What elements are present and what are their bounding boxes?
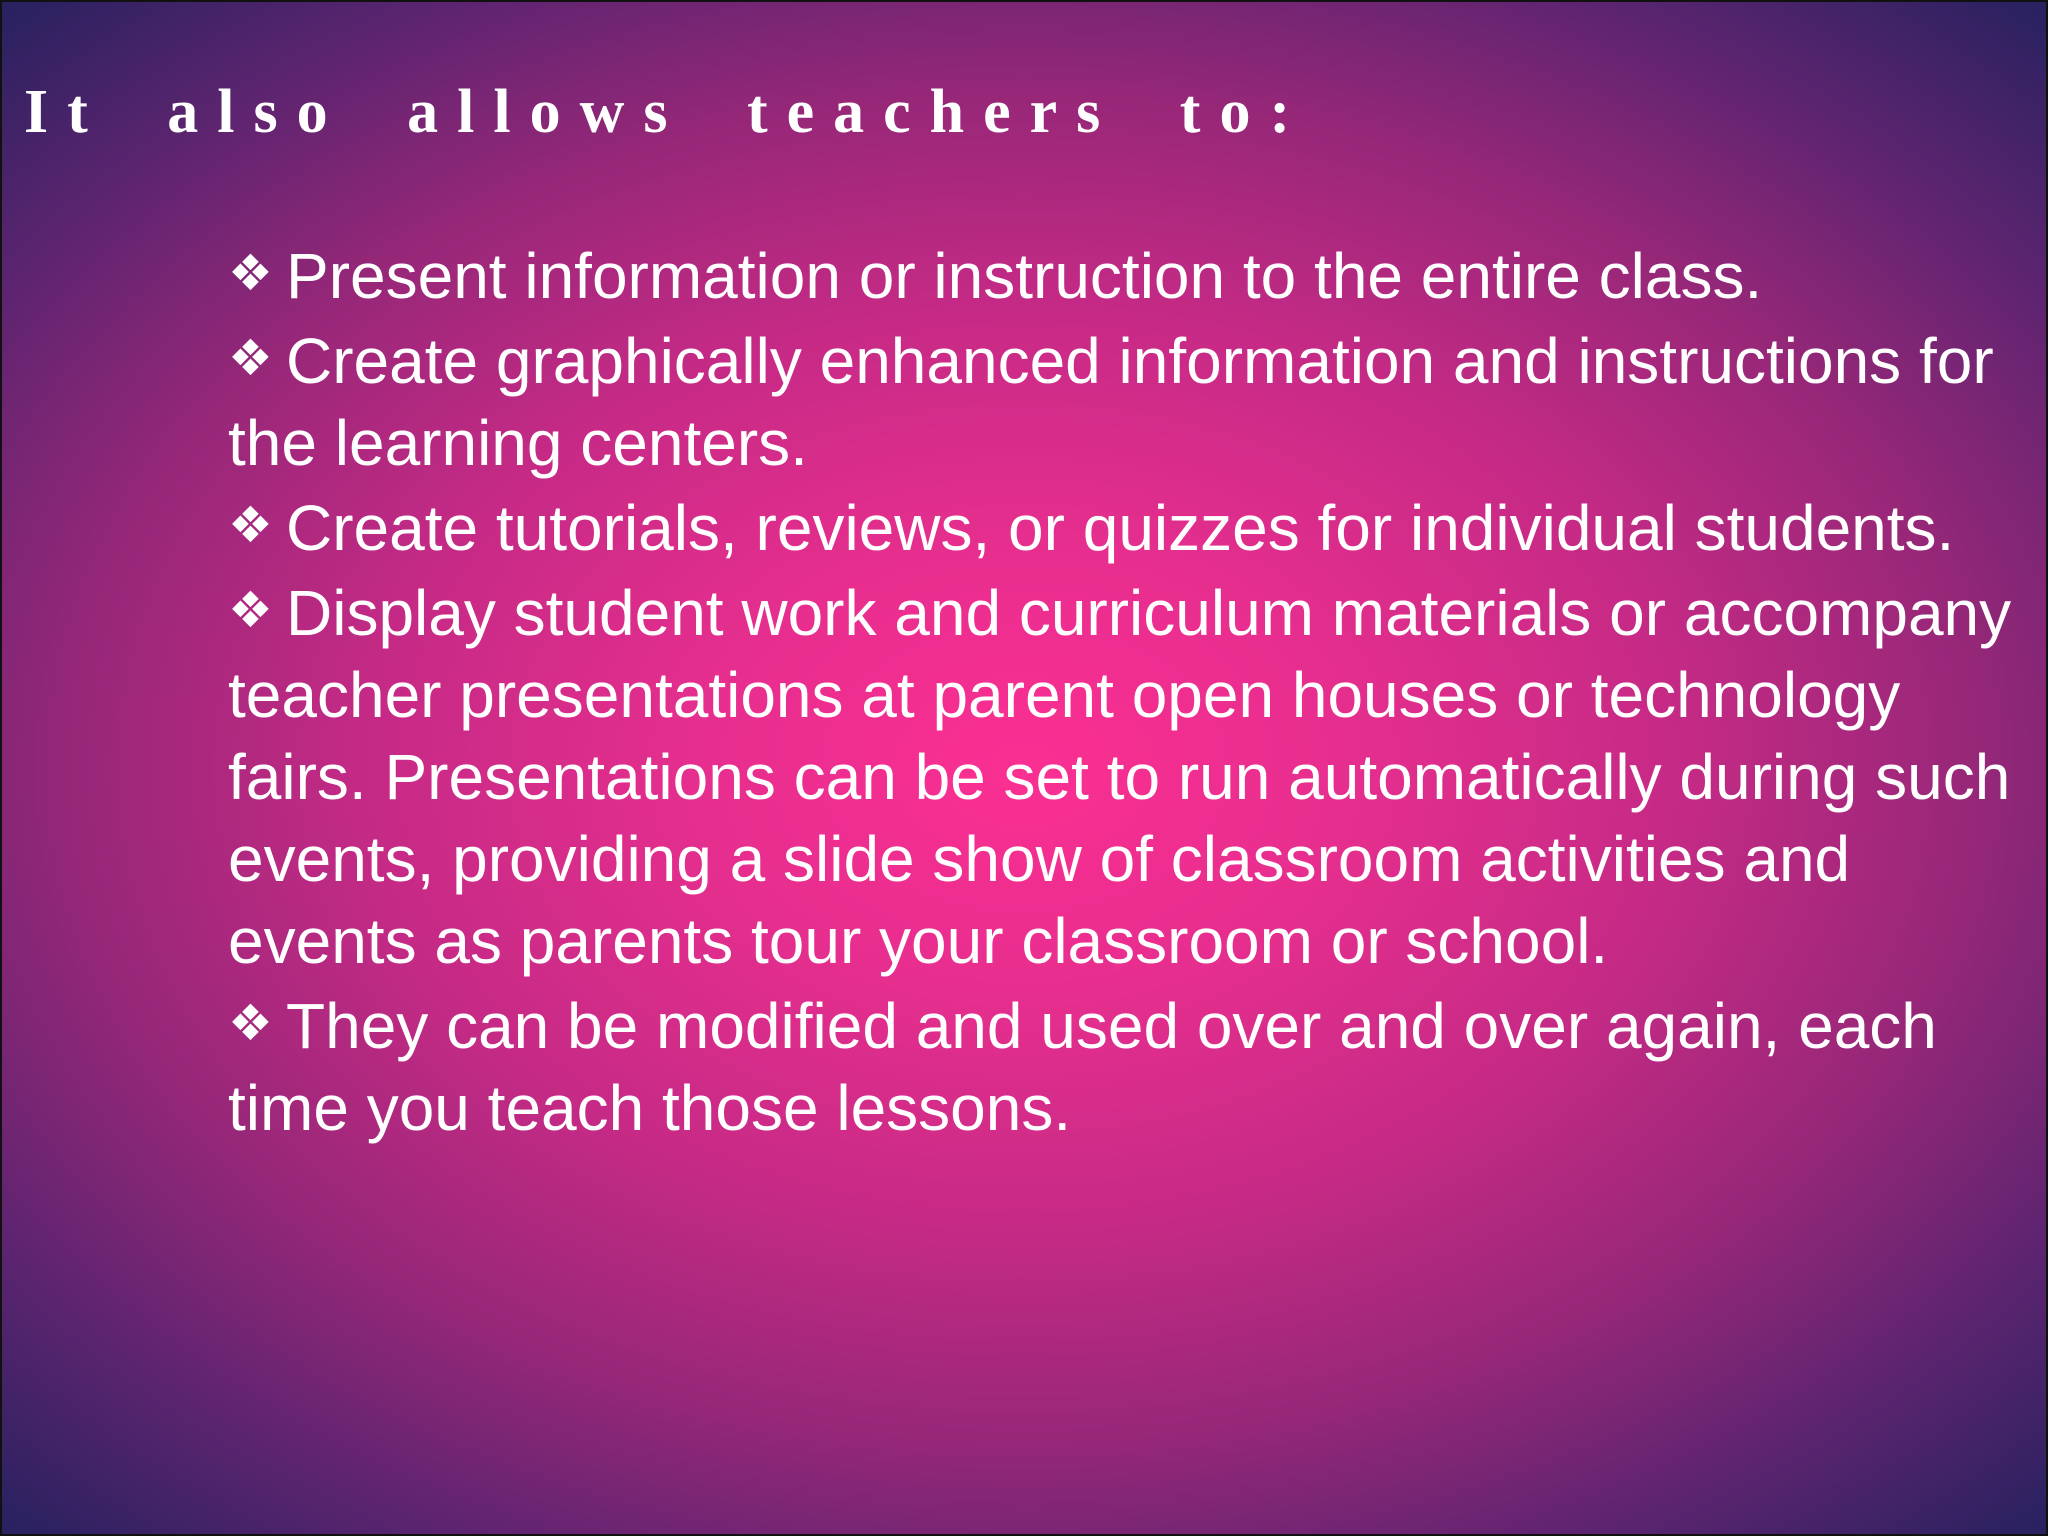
diamond-bullet-icon: ❖ — [228, 496, 273, 554]
diamond-bullet-icon: ❖ — [228, 581, 273, 639]
bullet-list — [228, 232, 2028, 1149]
slide-title: It also allows teachers to: — [24, 78, 1310, 146]
diamond-bullet-icon: ❖ — [228, 244, 273, 302]
diamond-bullet-icon: ❖ — [228, 329, 273, 387]
bullet-text: Create tutorials, reviews, or quizzes for individual students. — [286, 492, 1955, 564]
bullet-text: They can be modified and used over and over again, each time you teach those lessons. — [228, 990, 1937, 1144]
bullet-text: Display student work and curriculum materials or accompany teacher presentations at parent open houses or technology fairs. Presentations can be set to run automatically during such events, providing a slide show of classroom activities and events as parents tour your classroom or school. — [228, 577, 2012, 977]
bullet-item — [228, 569, 2028, 982]
bullet-item — [228, 232, 2028, 317]
bullet-text: Create graphically enhanced information and instructions for the learning centers. — [228, 325, 1994, 479]
bullet-text: Present information or instruction to the entire class. — [286, 240, 1763, 312]
diamond-bullet-icon: ❖ — [228, 994, 273, 1052]
bullet-item — [228, 317, 2028, 484]
bullet-item — [228, 982, 2028, 1149]
bullet-item — [228, 484, 2028, 569]
